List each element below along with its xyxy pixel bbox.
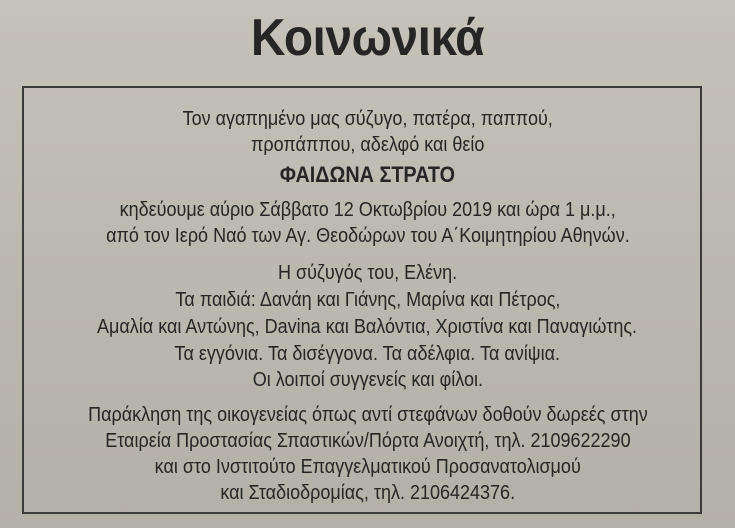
opening-line-2 bbox=[0, 133, 735, 157]
section-title: Κοινωνικά bbox=[250, 9, 485, 67]
family-line-3 bbox=[0, 315, 735, 339]
request-line-3 bbox=[0, 455, 735, 479]
family-text-1: Η σύζυγός του, Ελένη. bbox=[277, 262, 458, 284]
deceased-name-line bbox=[0, 163, 735, 187]
request-text-4: και Σταδιοδρομίας, τηλ. 2106424376. bbox=[220, 482, 515, 504]
deceased-name: ΦΑΙΔΩΝΑ ΣΤΡΑΤΟ bbox=[279, 162, 456, 187]
funeral-line-2 bbox=[0, 224, 735, 248]
family-text-5: Οι λοιποί συγγενείς και φίλοι. bbox=[252, 369, 483, 391]
request-line-2 bbox=[0, 429, 735, 453]
opening-line-1 bbox=[0, 107, 735, 131]
family-text-2: Τα παιδιά: Δανάη και Γιάνης, Μαρίνα και Πέτρος, bbox=[174, 289, 560, 311]
request-line-1 bbox=[0, 403, 735, 427]
request-text-3: και στο Ινστιτούτο Επαγγελματικού Προσανατολισμού bbox=[154, 456, 581, 478]
request-line-4 bbox=[0, 481, 735, 505]
request-text-2: Εταιρεία Προστασίας Σπαστικών/Πόρτα Ανοιχτή, τηλ. 2109622290 bbox=[104, 430, 631, 452]
family-text-4: Τα εγγόνια. Τα δισέγγονα. Τα αδέλφια. Τα ανίψια. bbox=[174, 343, 561, 365]
funeral-text-2: από τον Ιερό Ναό των Αγ. Θεοδώρων του Α΄Κοιμητηρίου Αθηνών. bbox=[105, 225, 630, 247]
request-text-1: Παράκληση της οικογενείας όπως αντί στεφάνων δοθούν δωρεές στην bbox=[87, 404, 648, 426]
family-text-3: Αμαλία και Αντώνης, Davina και Βαλόντια, Χριστίνα και Παναγιώτης. bbox=[97, 316, 638, 338]
funeral-line-1 bbox=[0, 198, 735, 222]
family-line-4 bbox=[0, 342, 735, 366]
funeral-text-1: κηδεύουμε αύριο Σάββατο 12 Οκτωβρίου 2019 και ώρα 1 μ.μ., bbox=[119, 199, 616, 221]
family-line-2 bbox=[0, 288, 735, 312]
family-line-5 bbox=[0, 368, 735, 392]
family-line-1 bbox=[0, 261, 735, 285]
opening-text-1: Τον αγαπημένο μας σύζυγο, πατέρα, παππού, bbox=[182, 108, 553, 130]
opening-text-2: προπάππου, αδελφό και θείο bbox=[250, 134, 485, 156]
